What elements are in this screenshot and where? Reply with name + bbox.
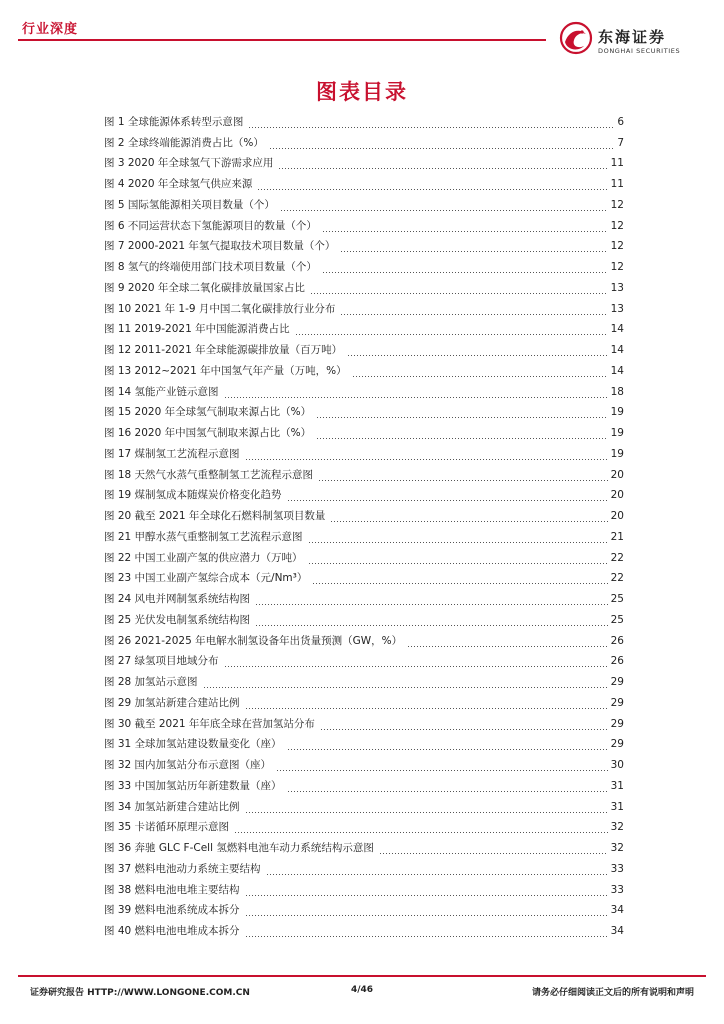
toc-dot-leader: [322, 263, 608, 274]
toc-entry-title: 图 6 不同运营状态下氢能源项目的数量（个）: [104, 219, 317, 232]
dragon-logo-icon: [558, 20, 594, 56]
toc-entry-title: 图 27 绿氢项目地域分布: [104, 655, 219, 668]
toc-entry[interactable]: [104, 357, 624, 378]
toc-dot-leader: [310, 284, 608, 295]
toc-entry-page: 11: [610, 157, 624, 170]
toc-entry-title: 图 15 2020 年全球氢气制取来源占比（%）: [104, 406, 312, 419]
toc-dot-leader: [224, 388, 608, 399]
toc-dot-leader: [245, 927, 608, 938]
toc-dot-leader: [245, 699, 608, 710]
toc-entry-page: 22: [610, 572, 624, 585]
toc-entry[interactable]: [104, 855, 624, 876]
toc-entry[interactable]: [104, 191, 624, 212]
toc-entry[interactable]: [104, 710, 624, 731]
toc-entry-title: 图 5 国际氢能源相关项目数量（个）: [104, 198, 275, 211]
toc-entry[interactable]: [104, 419, 624, 440]
toc-entry-title: 图 20 截至 2021 年全球化石燃料制氢项目数量: [104, 510, 326, 522]
toc-entry[interactable]: [104, 502, 624, 523]
toc-entry-page: 13: [610, 281, 624, 294]
toc-entry-title: 图 35 卡诺循环原理示意图: [104, 821, 230, 834]
toc-entry[interactable]: [104, 336, 624, 357]
toc-entry[interactable]: [104, 585, 624, 606]
toc-entry-title: 图 25 光伏发电制氢系统结构图: [104, 613, 251, 626]
toc-dot-leader: [224, 657, 608, 668]
toc-entry[interactable]: [104, 544, 624, 565]
toc-entry[interactable]: [104, 689, 624, 710]
toc-dot-leader: [316, 429, 608, 440]
page-number: 4/46: [350, 985, 374, 995]
toc-dot-leader: [312, 574, 607, 585]
company-logo: [558, 20, 708, 60]
toc-entry[interactable]: [104, 108, 624, 129]
toc-entry-page: 14: [610, 364, 624, 377]
toc-dot-leader: [295, 325, 608, 336]
toc-entry-title: 图 13 2012~2021 年中国氢气年产量（万吨，%）: [104, 364, 347, 377]
table-of-figures: [104, 108, 624, 938]
toc-entry-title: 图 21 甲醇水蒸气重整制氢工艺流程示意图: [104, 530, 303, 543]
toc-dot-leader: [276, 761, 608, 772]
toc-dot-leader: [245, 803, 608, 814]
toc-entry-title: 图 26 2021-2025 年电解水制氢设备年出货量预测（GW，%）: [104, 634, 403, 647]
logo-chinese-name: 东海证券: [598, 28, 667, 46]
toc-entry-page: 20: [610, 489, 624, 502]
toc-entry[interactable]: [104, 814, 624, 835]
toc-dot-leader: [255, 595, 608, 606]
toc-entry-title: 图 24 风电并网制氢系统结构图: [104, 593, 251, 605]
toc-entry-page: 32: [610, 842, 624, 854]
toc-dot-leader: [280, 201, 608, 212]
toc-dot-leader: [255, 616, 608, 627]
toc-entry-title: 图 33 中国加氢站历年新建数量（座）: [104, 779, 282, 792]
toc-entry-page: 20: [610, 510, 624, 522]
toc-entry[interactable]: [104, 751, 624, 772]
toc-entry-page: 26: [610, 655, 624, 668]
toc-entry-page: 26: [610, 634, 624, 647]
toc-dot-leader: [340, 305, 607, 316]
toc-entry-page: 34: [610, 925, 624, 937]
toc-entry-page: 31: [610, 800, 624, 813]
toc-entry-title: 图 7 2000-2021 年氢气提取技术项目数量（个）: [104, 240, 336, 253]
toc-entry-page: 7: [617, 136, 624, 149]
toc-entry-page: 19: [610, 406, 624, 419]
toc-dot-leader: [379, 844, 608, 855]
toc-entry-page: 11: [610, 178, 624, 190]
footer-divider: [18, 975, 706, 977]
toc-dot-leader: [316, 408, 608, 419]
toc-entry-page: 18: [610, 385, 624, 398]
toc-dot-leader: [234, 823, 608, 834]
toc-entry-title: 图 1 全球能源体系转型示意图: [104, 115, 244, 128]
toc-entry[interactable]: [104, 233, 624, 254]
toc-entry-page: 29: [610, 738, 624, 751]
toc-entry-page: 14: [610, 323, 624, 336]
toc-entry-page: 12: [610, 240, 624, 253]
toc-entry-title: 图 14 氢能产业链示意图: [104, 385, 219, 398]
report-type-label: 行业深度: [22, 22, 79, 37]
toc-dot-leader: [308, 533, 608, 544]
toc-entry[interactable]: [104, 316, 624, 337]
toc-dot-leader: [320, 720, 608, 731]
toc-entry-title: 图 34 加氢站新建合建站比例: [104, 800, 240, 813]
toc-entry-page: 29: [610, 696, 624, 709]
toc-entry[interactable]: [104, 295, 624, 316]
toc-entry[interactable]: [104, 876, 624, 897]
toc-entry-page: 29: [610, 676, 624, 688]
toc-entry-title: 图 23 中国工业副产氢综合成本（元/Nm³）: [104, 572, 308, 585]
toc-entry-title: 图 22 中国工业副产氢的供应潜力（万吨）: [104, 551, 303, 564]
toc-entry[interactable]: [104, 150, 624, 171]
toc-entry[interactable]: [104, 523, 624, 544]
toc-entry-title: 图 32 国内加氢站分布示意图（座）: [104, 759, 272, 771]
toc-entry[interactable]: [104, 461, 624, 482]
toc-entry[interactable]: [104, 274, 624, 295]
toc-entry-title: 图 3 2020 年全球氢气下游需求应用: [104, 157, 274, 170]
toc-entry-title: 图 10 2021 年 1-9 月中国二氧化碳排放行业分布: [104, 302, 336, 315]
toc-dot-leader: [269, 139, 614, 150]
toc-entry[interactable]: [104, 648, 624, 669]
toc-dot-leader: [203, 678, 608, 689]
toc-entry[interactable]: [104, 627, 624, 648]
toc-entry-page: 12: [610, 219, 624, 232]
toc-dot-leader: [287, 491, 608, 502]
toc-entry-page: 12: [610, 261, 624, 273]
toc-dot-leader: [407, 637, 608, 648]
toc-entry[interactable]: [104, 606, 624, 627]
toc-dot-leader: [347, 346, 608, 357]
toc-entry[interactable]: [104, 129, 624, 150]
toc-entry[interactable]: [104, 793, 624, 814]
toc-entry-title: 图 19 煤制氢成本随煤炭价格变化趋势: [104, 489, 282, 502]
footer-source: 证券研究报告 HTTP://WWW.LONGONE.COM.CN: [30, 988, 250, 998]
toc-entry[interactable]: [104, 772, 624, 793]
toc-dot-leader: [248, 118, 614, 129]
toc-entry[interactable]: [104, 482, 624, 503]
toc-entry-title: 图 28 加氢站示意图: [104, 676, 198, 688]
toc-dot-leader: [245, 906, 608, 917]
toc-entry-page: 30: [610, 759, 624, 771]
toc-dot-leader: [322, 222, 608, 233]
toc-dot-leader: [340, 242, 607, 253]
toc-entry-page: 13: [610, 302, 624, 315]
toc-entry-page: 14: [610, 344, 624, 356]
toc-entry[interactable]: [104, 378, 624, 399]
header-divider: [18, 39, 546, 41]
toc-entry-title: 图 2 全球终端能源消费占比（%）: [104, 136, 264, 149]
toc-entry-title: 图 8 氢气的终端使用部门技术项目数量（个）: [104, 261, 317, 273]
toc-entry-title: 图 40 燃料电池电堆成本拆分: [104, 925, 240, 937]
toc-entry-title: 图 11 2019-2021 年中国能源消费占比: [104, 323, 290, 336]
toc-entry-page: 34: [610, 904, 624, 917]
toc-entry[interactable]: [104, 897, 624, 918]
toc-entry[interactable]: [104, 399, 624, 420]
toc-entry-page: 33: [610, 862, 624, 875]
toc-entry-page: 31: [610, 779, 624, 792]
page-title: 图表目录: [316, 80, 408, 104]
toc-dot-leader: [245, 450, 608, 461]
toc-dot-leader: [278, 159, 607, 170]
toc-entry-title: 图 18 天然气水蒸气重整制氢工艺流程示意图: [104, 468, 314, 481]
toc-entry[interactable]: [104, 917, 624, 938]
toc-entry[interactable]: [104, 731, 624, 752]
toc-entry-title: 图 29 加氢站新建合建站比例: [104, 696, 240, 709]
toc-dot-leader: [352, 367, 608, 378]
toc-dot-leader: [266, 865, 608, 876]
toc-entry-page: 21: [610, 530, 624, 543]
toc-entry-page: 12: [610, 198, 624, 211]
toc-entry-title: 图 16 2020 年中国氢气制取来源占比（%）: [104, 427, 312, 439]
toc-entry[interactable]: [104, 253, 624, 274]
toc-entry-page: 32: [610, 821, 624, 834]
toc-dot-leader: [257, 180, 607, 191]
toc-entry-page: 22: [610, 551, 624, 564]
toc-dot-leader: [330, 512, 607, 523]
toc-entry-title: 图 30 截至 2021 年年底全球在营加氢站分布: [104, 717, 315, 730]
toc-entry[interactable]: [104, 440, 624, 461]
toc-entry[interactable]: [104, 212, 624, 233]
toc-dot-leader: [287, 782, 608, 793]
toc-entry-title: 图 38 燃料电池电堆主要结构: [104, 883, 240, 896]
logo-english-name: DONGHAI SECURITIES: [598, 47, 681, 55]
toc-entry-title: 图 37 燃料电池动力系统主要结构: [104, 862, 261, 875]
toc-dot-leader: [245, 886, 608, 897]
toc-entry-title: 图 4 2020 年全球氢气供应来源: [104, 178, 253, 190]
toc-entry[interactable]: [104, 834, 624, 855]
toc-entry-page: 19: [610, 447, 624, 460]
toc-entry-page: 25: [610, 593, 624, 605]
toc-entry-title: 图 31 全球加氢站建设数量变化（座）: [104, 738, 282, 751]
toc-dot-leader: [318, 471, 608, 482]
toc-entry-title: 图 36 奔驰 GLC F-Cell 氢燃料电池车动力系统结构示意图: [104, 842, 374, 854]
toc-entry-page: 25: [610, 613, 624, 626]
toc-entry[interactable]: [104, 668, 624, 689]
toc-entry-page: 6: [617, 115, 624, 128]
toc-entry-page: 33: [610, 883, 624, 896]
toc-entry-title: 图 12 2011-2021 年全球能源碳排放量（百万吨）: [104, 344, 343, 356]
toc-entry-page: 19: [610, 427, 624, 439]
toc-entry[interactable]: [104, 565, 624, 586]
toc-dot-leader: [287, 740, 608, 751]
toc-entry-page: 20: [610, 468, 624, 481]
toc-dot-leader: [308, 554, 608, 565]
toc-entry-title: 图 17 煤制氢工艺流程示意图: [104, 447, 240, 460]
footer-disclaimer: 请务必仔细阅读正文后的所有说明和声明: [531, 988, 694, 998]
toc-entry-title: 图 39 燃料电池系统成本拆分: [104, 904, 240, 917]
toc-entry-title: 图 9 2020 年全球二氧化碳排放量国家占比: [104, 281, 305, 294]
toc-entry[interactable]: [104, 170, 624, 191]
toc-entry-page: 29: [610, 717, 624, 730]
